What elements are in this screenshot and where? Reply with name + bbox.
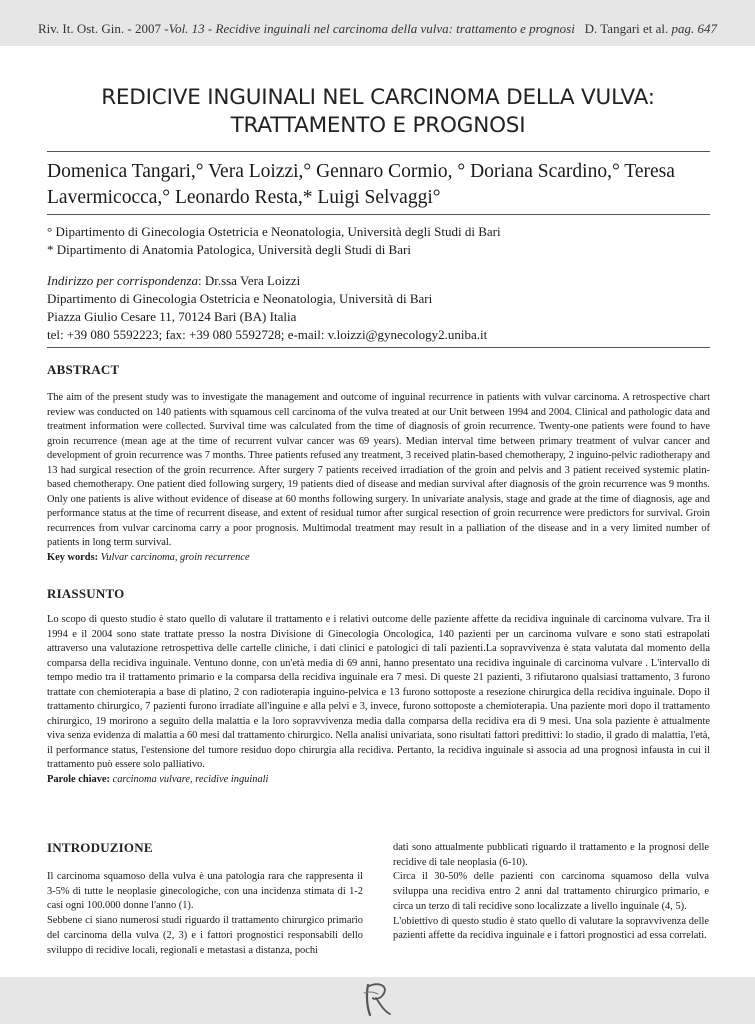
correspondence-address (47, 272, 710, 344)
intro-paragraph: dati sono attualmente pubblicati riguardo il trattamento e la prognosi delle recidive di tale neoplasia (6-10). (393, 842, 709, 868)
keywords-value: Vulvar carcinoma, groin recurrence (98, 551, 250, 563)
affiliation-1: ° Dipartimento di Ginecologia Ostetricia e Neonatologia, Università degli Studi di Bari (47, 224, 501, 239)
divider-rule (47, 214, 710, 215)
riassunto-heading: RIASSUNTO (47, 586, 125, 601)
journal-logo-icon (360, 979, 396, 1019)
abstract-keywords (47, 551, 710, 566)
parole-chiave-label: Parole chiave: (47, 773, 110, 785)
address-line-3: tel: +39 080 5592223; fax: +39 080 5592728; e-mail: v.loizzi@gynecology2.uniba.it (47, 327, 488, 342)
riassunto-text: Lo scopo di questo studio è stato quello di valutare il trattamento e i relativi outcome delle paziente affette da recidiva inguinale di carcinoma vulvare. Tra il 1994 e il 2004 sono state trattate presso la nostra Divisione di Ginecologia Oncologica, 140 pazienti per un carcinoma vulvare e sono stati estrapolati attraverso una valutazione retrospettiva delle cartelle cliniche, i dati clinici e patologici di tali pazienti.La sopravvivenza è stata valutata dal momento della comparsa della recidiva inguinale. Ventuno donne, con un'età media di 69 anni, hanno presentato una recidiva inguinale di carcinoma vulvare . L'intervallo di tempo medio tra il trattamento primario e la comparsa della recidiva inguinale era 7 mesi. Di queste 21 pazienti, 3 rifiutarono qualsiasi trattamento, 3 furono trattate con chemioterapia a base di platino, 2 con radioterapia inguino-pelvica e 13 furono sottoposte a resezione chirurgica della recidiva inguinale. Dopo il trattamento chirurgico, 7 pazienti furono irradiate all'inguine e alla pelvi e 3, invece, furono sottoposte a chemioterapia. Una paziente morì dopo il trattamento chirurgico, 19 morirono a seguito della malattia e la loro sopravvivenza media dalla comparsa della recidiva era di 9 mesi. Una sola paziente è attualmente viva senza evidenza di malattia a 60 mesi dal trattamento chirurgico. Nella analisi univariata, sono risultati fattori predittivi: lo stadio, il grado di malattia, l'età, il performance status, l'estensione del tumore residuo dopo chirurgia alla recidiva. Pertanto, la recidiva inguinale si associa ad una prognosi infausta in cui il trattamento può essere solo palliativo. (47, 614, 710, 770)
intro-right-column (393, 841, 709, 944)
abstract-section (47, 391, 710, 565)
affiliations (47, 223, 710, 259)
introduzione-heading: INTRODUZIONE (47, 840, 153, 855)
authors-line-1: Domenica Tangari,° Vera Loizzi,° Gennaro Cormio, ° Doriana Scardino,° Teresa (47, 161, 675, 182)
intro-paragraph: L'obiettivo di questo studio è stato quello di valutare la sopravvivenza delle pazienti affette da recidiva inguinale e i fattori prognostici ad essa correlati. (393, 915, 709, 942)
affiliation-2: * Dipartimento di Anatomia Patologica, Università degli Studi di Bari (47, 242, 411, 257)
divider-rule (47, 151, 710, 152)
parole-chiave-value: carcinoma vulvare, recidive inguinali (110, 773, 269, 785)
address-line-1: Dipartimento di Ginecologia Ostetricia e Neonatologia, Università di Bari (47, 291, 433, 306)
intro-paragraph: Circa il 30-50% delle pazienti con carcinoma squamoso della vulva sviluppa una recidiva entro 2 anni dal trattamento chirurgico primario, e circa un terzo di tali recidive sono localizzate a livello inguinale (4, 5). (393, 871, 709, 912)
intro-left-column (47, 870, 363, 958)
author-list (47, 159, 710, 211)
address-line-2: Piazza Giulio Cesare 11, 70124 Bari (BA) Italia (47, 309, 297, 324)
keywords-label: Key words: (47, 551, 99, 563)
intro-paragraph: Sebbene ci siano numerosi studi riguardo il trattamento chirurgico primario del carcinoma della vulva (2, 3) e i fattori prognostici responsabili dello sviluppo di recidive locali, regionali e metastasi a distanza, pochi (47, 915, 363, 956)
running-head (0, 21, 755, 37)
page-number: pag. 647 (671, 21, 718, 36)
article-title (47, 84, 709, 140)
correspondence-name: : Dr.ssa Vera Loizzi (197, 273, 301, 288)
volume-title: Vol. 13 - Recidive inguinali nel carcinoma della vulva: trattamento e prognosi (168, 21, 575, 36)
riassunto-keywords (47, 773, 710, 788)
correspondence-label: Indirizzo per corrispondenza (47, 273, 198, 288)
journal-citation: Riv. It. Ost. Gin. - 2007 - (37, 21, 169, 36)
intro-paragraph: Il carcinoma squamoso della vulva è una patologia rara che rappresenta il 3-5% di tutte le neoplasie ginecologiche, con una incidenza stimata di 1-2 casi ogni 100.000 donne l'anno (1). (47, 871, 363, 912)
abstract-heading: ABSTRACT (47, 362, 120, 377)
running-authors: D. Tangari et al. (584, 21, 669, 36)
divider-rule (47, 347, 710, 348)
authors-line-2: Lavermicocca,° Leonardo Resta,* Luigi Selvaggi° (47, 187, 441, 208)
abstract-text: The aim of the present study was to investigate the management and outcome of inguinal recurrence in patients with vulvar carcinoma. A retrospective chart review was conducted on 140 patients with squamous cell carcinoma of the vulva treated at our Unit between 1994 and 2004. Clinical and pathologic data and treatment information were collected. Survival time was calculated from the time of diagnosis of groin recurrence. Twenty-one patients were found to have groin recurrence (mean age at the time of recurrent vulvar cancer was 69 years). Median interval time between primary treatment of vulvar cancer and development of groin recurrence was 7 months. Three patients refused any treatment, 3 received platin-based chemotherapy, 2 inguino-pelvic radiotherapy and 13 had surgical resection of the groin recurrence. After surgery 7 patients received irradiation of the groin and pelvis and 3 patient received systemic platin-based chemotherapy. One patient died following surgery, 19 patients died of disease and median survival after diagnosis of the groin recurrence was 9 months. Only one patients is alive without evidence of disease at 60 months following surgery. In univariate analysis, stage and grade at the time of diagnosis, age and performance status at the time of recurrent disease, and extent of residual tumor after surgical resection of groin recurrence were predictors for survival. Groin recurrences from vulvar carcinoma carry a poor prognosis. Multimodal treatment may result in a palliation of the disease and in a very limited number of patients in long term survival. (47, 392, 710, 548)
title-line-2: TRATTAMENTO E PROGNOSI (230, 113, 526, 138)
riassunto-section (47, 613, 710, 787)
title-line-1: REDICIVE INGUINALI NEL CARCINOMA DELLA VULVA: (101, 85, 655, 110)
